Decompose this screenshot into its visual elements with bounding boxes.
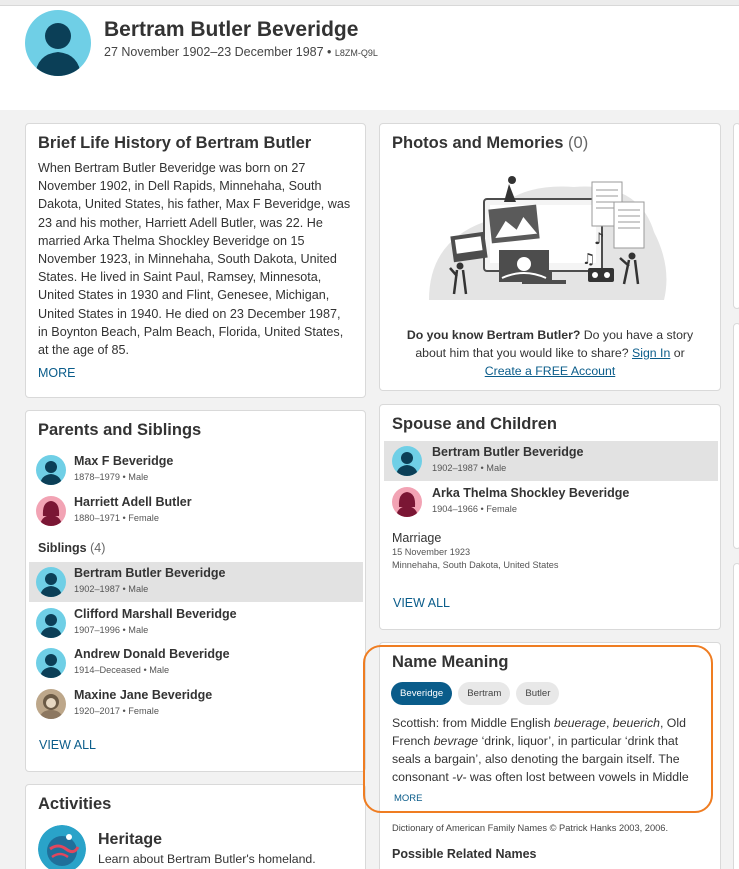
name-chips (391, 682, 565, 705)
person-meta: 1907–1996 • Male (74, 625, 149, 635)
person-name[interactable]: Andrew Donald Beveridge (74, 647, 230, 661)
photos-count: (0) (568, 134, 589, 152)
male-avatar-icon (25, 10, 91, 76)
spouse-title: Spouse and Children (392, 415, 558, 433)
or-text: or (670, 346, 685, 360)
life-history-text: When Bertram Butler Beveridge was born on 27 November 1902, in Dell Rapids, Minnehaha, South Dakota, United States, his father, Max F Beveridge, was 23 and his mother, Harriett Adell Butler, was 22. He married Arka Thelma Shockley Beveridge on 15 November 1923, in Minnehaha, South Dakota, United States. He lived in Saint Paul, Ramsey, Minnesota, United States in 1930 and Flint, Genesee, Michigan, United States in 1940. He died on 23 December 1987, in Boynton Beach, Palm Beach, Florida, United States, at the age of 85. (38, 161, 351, 358)
memories-illustration (424, 172, 674, 300)
lifespan-text: 27 November 1902–23 December 1987 • (104, 45, 332, 59)
person-lifespan (104, 45, 378, 59)
photos-title-text: Photos and Memories (392, 134, 564, 152)
parent-item-mother[interactable] (26, 491, 365, 531)
sibling-item[interactable] (26, 643, 365, 683)
person-photo (36, 689, 66, 719)
sign-in-link[interactable]: Sign In (632, 346, 671, 360)
name-meaning-title: Name Meaning (392, 653, 509, 671)
person-name[interactable]: Max F Beveridge (74, 454, 174, 468)
male-avatar-icon (36, 455, 66, 485)
svg-text:♫: ♫ (582, 250, 596, 268)
person-name[interactable]: Clifford Marshall Beveridge (74, 607, 237, 621)
heritage-text: Learn about Bertram Butler's homeland. (98, 852, 316, 866)
person-name[interactable]: Harriett Adell Butler (74, 495, 192, 509)
person-meta: 1880–1971 • Female (74, 513, 159, 523)
side-card-partial (733, 563, 739, 869)
heritage-title[interactable]: Heritage (98, 831, 163, 848)
female-avatar-icon (392, 487, 422, 517)
person-meta: 1902–1987 • Male (74, 584, 149, 594)
name-meaning-text: Scottish: from Middle English beuerage, beuerich, Old French bevrage ‘drink, liquor’, in particular ‘drink that seals a bargain’, also denoting the bargain itself. The consonant -v- was often lost between vowels in Middle (392, 716, 689, 784)
siblings-label-text: Siblings (38, 541, 87, 555)
name-chip-bertram[interactable]: Bertram (458, 682, 510, 705)
male-avatar-icon (36, 648, 66, 678)
siblings-count: (4) (90, 541, 106, 555)
parents-siblings-card (25, 410, 366, 772)
person-name[interactable]: Maxine Jane Beveridge (74, 688, 213, 702)
spouse-view-all-link[interactable]: VIEW ALL (393, 596, 450, 610)
life-history-more-link[interactable]: MORE (38, 366, 76, 381)
side-card-partial (733, 123, 739, 309)
sibling-item[interactable] (29, 562, 363, 602)
side-card-partial (733, 323, 739, 549)
name-meaning-more-link[interactable]: MORE (394, 793, 423, 804)
activities-title: Activities (38, 795, 112, 813)
share-text: Do you have a story about him that you would like to share? (415, 328, 694, 360)
related-names-title: Possible Related Names (392, 847, 537, 861)
marriage-label: Marriage (392, 531, 442, 545)
siblings-label (38, 541, 105, 555)
name-chip-beveridge[interactable]: Beveridge (391, 682, 452, 705)
marriage-place: Minnehaha, South Dakota, United States (392, 560, 559, 570)
marriage-date: 15 November 1923 (392, 547, 471, 557)
person-name[interactable]: Bertram Butler Beveridge (432, 445, 584, 459)
name-meaning-card (379, 642, 721, 869)
svg-text:♪: ♪ (594, 229, 605, 248)
spouse-children-card (379, 404, 721, 630)
male-avatar-icon (36, 567, 66, 597)
photos-title (392, 134, 588, 153)
parents-view-all-link[interactable]: VIEW ALL (39, 738, 96, 752)
person-name[interactable]: Bertram Butler Beveridge (74, 566, 226, 580)
sibling-item[interactable] (26, 684, 365, 724)
person-meta: 1902–1987 • Male (432, 463, 507, 473)
person-meta: 1878–1979 • Male (74, 472, 149, 482)
person-meta: 1920–2017 • Female (74, 706, 159, 716)
person-id[interactable]: L8ZM-Q9L (334, 48, 378, 58)
male-avatar-icon (36, 608, 66, 638)
heritage-globe-icon (38, 825, 86, 869)
share-memory-prompt (390, 326, 710, 380)
spouse-item[interactable] (380, 482, 720, 522)
person-name[interactable]: Arka Thelma Shockley Beveridge (432, 486, 630, 500)
parents-siblings-title: Parents and Siblings (38, 421, 202, 439)
male-avatar-icon (392, 446, 422, 476)
life-history-card (25, 123, 366, 398)
life-history-title: Brief Life History of Bertram Butler (38, 134, 312, 152)
person-meta: 1914–Deceased • Male (74, 665, 170, 675)
sibling-item[interactable] (26, 603, 365, 643)
spouse-item-self[interactable] (384, 441, 718, 481)
name-chip-butler[interactable]: Butler (516, 682, 559, 705)
person-name: Bertram Butler Beveridge (104, 18, 359, 41)
female-avatar-icon (36, 496, 66, 526)
share-question: Do you know Bertram Butler? (406, 328, 581, 342)
photos-memories-card (379, 123, 721, 391)
name-meaning-source: Dictionary of American Family Names © Patrick Hanks 2003, 2006. (392, 823, 669, 833)
activities-card (25, 784, 366, 869)
person-meta: 1904–1966 • Female (432, 504, 517, 514)
create-account-link[interactable]: Create a FREE Account (484, 364, 616, 378)
person-header (0, 6, 739, 110)
parent-item-father[interactable] (26, 450, 365, 490)
